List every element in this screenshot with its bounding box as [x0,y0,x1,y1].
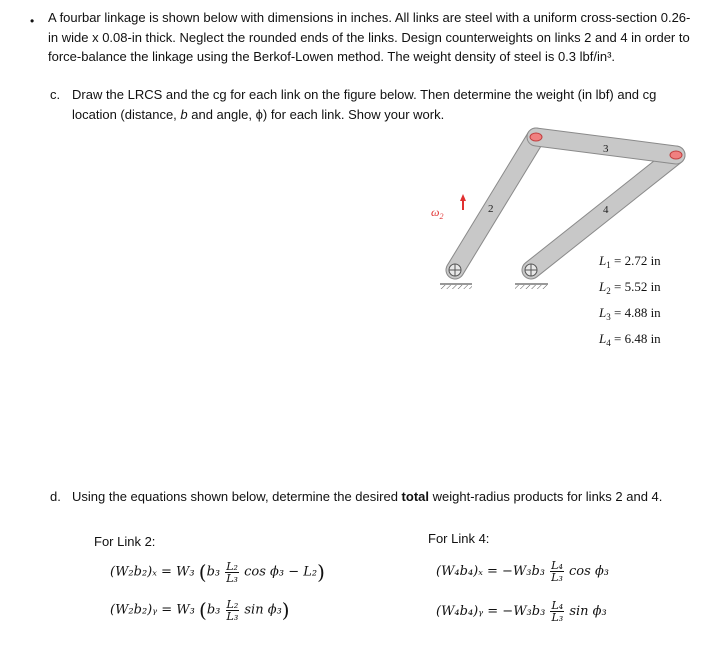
part-d-bold: total [401,489,429,504]
length-l4: $L_4 = 6.48$ in [599,331,661,348]
link-4-eq-x: (W₄b₄)ₓ = −W₃b₃ $\frac{\text{L₄}}{\text{L₃}}$ cos ϕ₃ [436,559,610,584]
link-2-eq-x: (W₂b₂)ₓ = W₃ (b₃ $\frac{\text{L₂}}{\text{L₃}}$ cos ϕ₃ − L₂) [110,559,325,585]
omega-2-arrow [460,194,466,210]
length-l2: $L_2 = 5.52$ in [599,279,661,296]
bullet: • [30,14,35,28]
part-d-label: d. [50,489,61,504]
length-l3: $L_3 = 4.88$ in [599,305,661,322]
joint-b [670,151,682,159]
joint-a [530,133,542,141]
part-c-line2-mid: and angle, [187,106,256,122]
part-c-b: b [180,106,188,122]
link-2-label: 2 [488,203,494,215]
problem-intro: A fourbar linkage is shown below with dimensions in inches. All links are steel with a uniform cross-section 0.26-in wide x 0.08-in thick. Neglect the rounded ends of the links. Design counterweights on links 2 and 4 in order to force-balance the linkage using the Berkof-Lowen method. The weight density of steel is 0.3 lbf/in³. [48,10,691,64]
part-c-phi: ϕ [255,106,263,122]
link-4-label: 4 [603,204,609,216]
length-l1: $L_1 = 2.72$ in [599,253,661,270]
link-4-heading: For Link 4: [428,531,490,546]
part-c-line2-pre: location (distance, [72,106,181,122]
part-c-line1: Draw the LRCS and the cg for each link on the figure below. Then determine the weight (in lbf) and cg [72,87,657,102]
part-c-label: c. [50,87,61,102]
part-d-pre: Using the equations shown below, determine the desired [72,489,402,504]
link-4-eq-y: (W₄b₄)ᵧ = −W₃b₃ $\frac{\text{L₄}}{\text{L₃}}$ sin ϕ₃ [436,599,607,624]
link-2-eq-y: (W₂b₂)ᵧ = W₃ (b₃ $\frac{\text{L₂}}{\text{L₃}}$ sin ϕ₃) [110,597,290,623]
part-d [50,489,662,504]
part-d-post: weight-radius products for links 2 and 4. [429,489,663,504]
link-2-heading: For Link 2: [94,534,156,549]
length-list [599,250,661,354]
link-2 [455,137,536,270]
part-c-line2-post: ) for each link. Show your work. [262,106,445,122]
omega-2-label: $\omega_2$ [431,205,444,221]
link-3-label: 3 [603,143,609,155]
